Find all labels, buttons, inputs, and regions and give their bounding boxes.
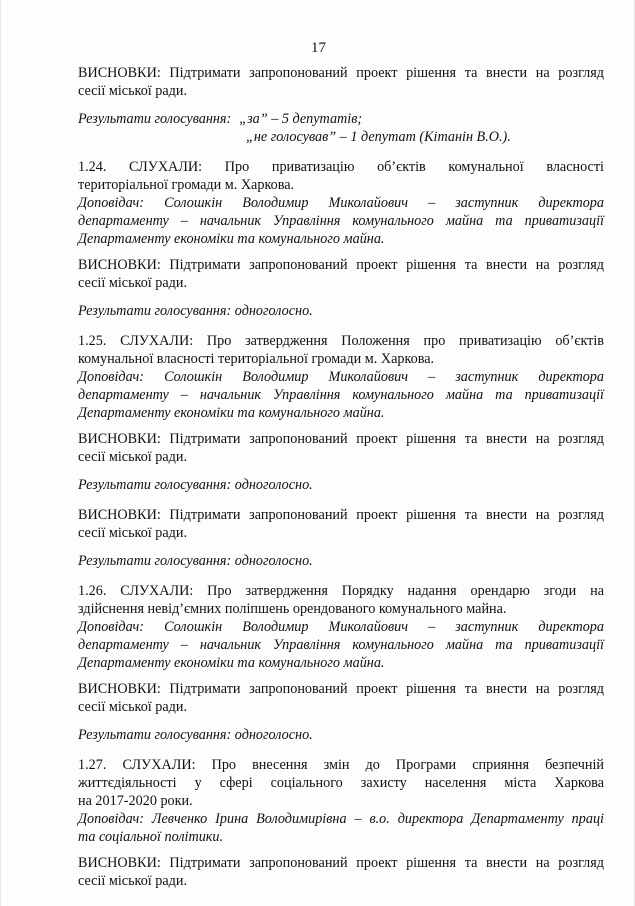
speaker-line: та соціальної політики. — [78, 829, 224, 845]
heard-line: на 2017-2020 роки. — [78, 793, 193, 809]
speaker-line: Доповідач: Солошкін Володимир Миколайович – заступник директора — [78, 619, 604, 635]
heard-line: здійснення невід’ємних поліпшень орендованого комунального майна. — [78, 601, 507, 617]
conclusion-line: ВИСНОВКИ: Підтримати запропонований проект рішення та внести на розгляд — [78, 855, 604, 871]
agenda-item-1-25 — [78, 332, 604, 422]
heard-line: 1.25. СЛУХАЛИ: Про затвердження Положення про приватизацію об’єктів — [78, 333, 604, 349]
conclusion-line: ВИСНОВКИ: Підтримати запропонований проект рішення та внести на розгляд — [78, 507, 604, 523]
page-number: 17 — [311, 40, 326, 56]
conclusion-block — [78, 64, 604, 100]
voting-results: Результати голосування: одноголосно. — [78, 553, 313, 569]
conclusion-block — [78, 854, 604, 890]
speaker-line: Доповідач: Солошкін Володимир Миколайович – заступник директора — [78, 369, 604, 385]
speaker-line: Доповідач: Левченко Ірина Володимирівна – в.о. директора Департаменту праці — [78, 811, 604, 827]
conclusion-line: сесії міської ради. — [78, 873, 188, 889]
agenda-item-1-24 — [78, 158, 604, 248]
heard-line: життєдіяльності у сфері соціального захисту населення міста Харкова — [78, 775, 604, 791]
heard-line: 1.26. СЛУХАЛИ: Про затвердження Порядку надання орендарю згоди на — [78, 583, 604, 599]
conclusion-line: ВИСНОВКИ: Підтримати запропонований проект рішення та внести на розгляд — [78, 257, 604, 273]
voting-results — [78, 110, 604, 146]
conclusion-block — [78, 256, 604, 292]
speaker-line: Департаменту економіки та комунального майна. — [78, 405, 385, 421]
heard-line: комунальної власності територіальної громади м. Харкова. — [78, 351, 435, 367]
conclusion-block — [78, 430, 604, 466]
heard-line: 1.27. СЛУХАЛИ: Про внесення змін до Програми сприяння безпечній — [78, 757, 604, 773]
results-label: Результати голосування: — [78, 111, 232, 127]
voting-results: Результати голосування: одноголосно. — [78, 727, 313, 743]
conclusion-line: ВИСНОВКИ: Підтримати запропонований проект рішення та внести на розгляд — [78, 431, 604, 447]
conclusion-line: сесії міської ради. — [78, 83, 188, 99]
speaker-line: департаменту – начальник Управління комунального майна та приватизації — [78, 387, 604, 403]
conclusion-line: ВИСНОВКИ: Підтримати запропонований проект рішення та внести на розгляд — [78, 681, 604, 697]
speaker-line: Доповідач: Солошкін Володимир Миколайович – заступник директора — [78, 195, 604, 211]
agenda-item-1-26 — [78, 582, 604, 672]
speaker-line: Департаменту економіки та комунального майна. — [78, 655, 385, 671]
conclusion-line: сесії міської ради. — [78, 275, 188, 291]
speaker-line: департаменту – начальник Управління комунального майна та приватизації — [78, 213, 604, 229]
speaker-line: департаменту – начальник Управління комунального майна та приватизації — [78, 637, 604, 653]
speaker-line: Департаменту економіки та комунального майна. — [78, 231, 385, 247]
document-body — [78, 64, 604, 900]
agenda-item-1-27 — [78, 756, 604, 846]
voting-results: Результати голосування: одноголосно. — [78, 303, 313, 319]
conclusion-line: ВИСНОВКИ: Підтримати запропонований проект рішення та внести на розгляд — [78, 65, 604, 81]
voting-results: Результати голосування: одноголосно. — [78, 477, 313, 493]
results-value: „не голосував” – 1 депутат (Кітанін В.О.). — [246, 129, 511, 145]
conclusion-line: сесії міської ради. — [78, 699, 188, 715]
conclusion-block — [78, 680, 604, 716]
conclusion-block — [78, 506, 604, 542]
heard-line: територіальної громади м. Харкова. — [78, 177, 295, 193]
conclusion-line: сесії міської ради. — [78, 449, 188, 465]
heard-line: 1.24. СЛУХАЛИ: Про приватизацію об’єктів комунальної власності — [78, 159, 604, 175]
conclusion-line: сесії міської ради. — [78, 525, 188, 541]
results-value: „за” – 5 депутатів; — [239, 111, 363, 127]
